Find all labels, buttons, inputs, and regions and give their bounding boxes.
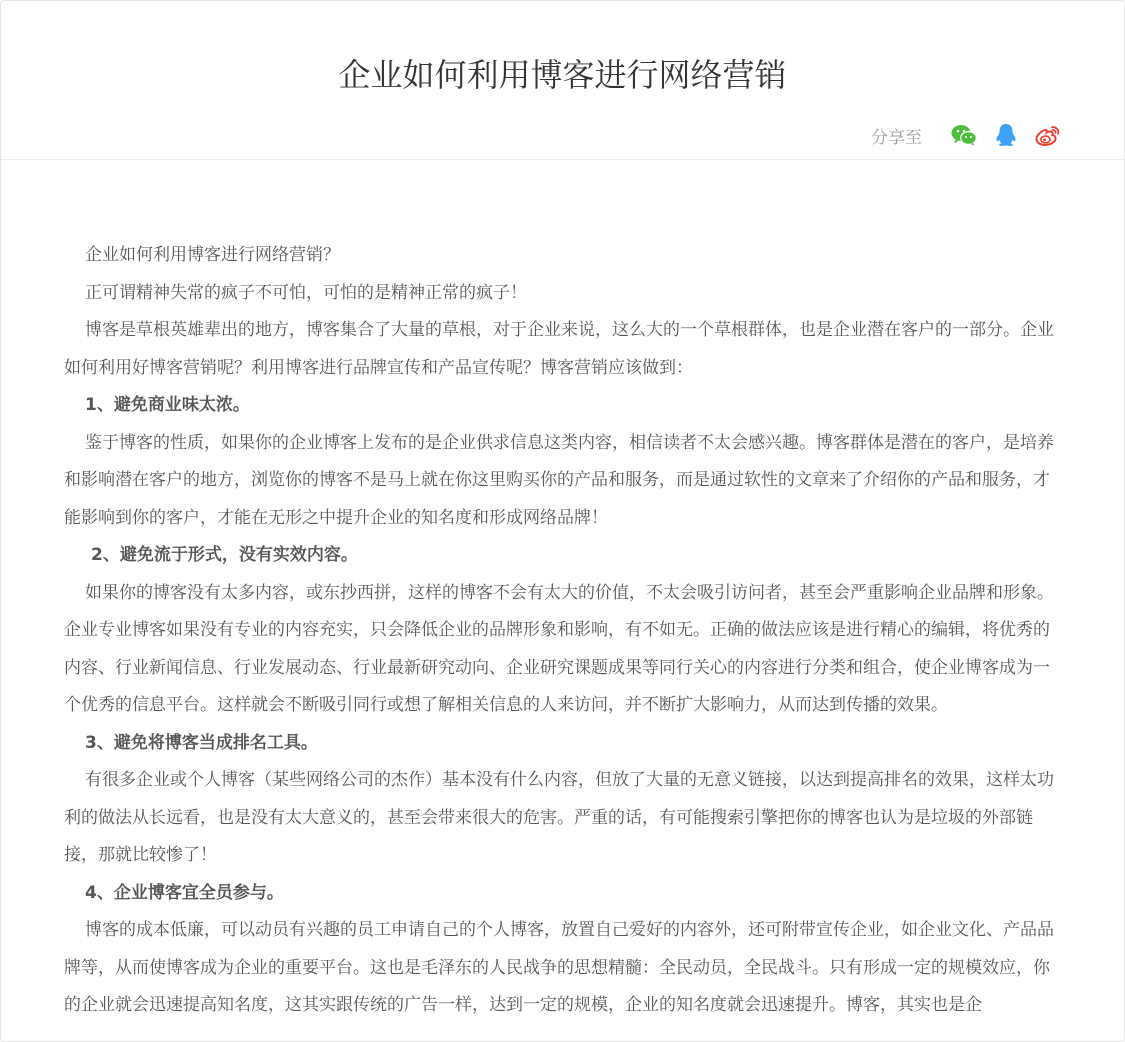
section-heading: 2、避免流于形式，没有实效内容。 bbox=[91, 545, 358, 565]
weibo-icon bbox=[1035, 124, 1061, 146]
wechat-share-button[interactable] bbox=[950, 121, 978, 149]
share-bar bbox=[871, 119, 1062, 151]
body-paragraph: 企业如何利用博客进行网络营销？ bbox=[85, 245, 340, 265]
article-title: 企业如何利用博客进行网络营销 bbox=[338, 56, 787, 94]
qq-icon bbox=[995, 123, 1017, 147]
article-body bbox=[64, 237, 1064, 1025]
body-paragraph: 鉴于博客的性质，如果你的企业博客上发布的是企业供求信息这类内容，相信读者不太会感兴趣。博客群体是潜在的客户，是培养和影响潜在客户的地方，浏览你的博客不是马上就在你这里购买你的产品和服务，而是通过软性的文章来了介绍你的产品和服务，才能影响到你的客户，才能在无形之中提升企业的知名度和形成网络品牌！ bbox=[64, 432, 1054, 528]
weibo-share-button[interactable] bbox=[1034, 121, 1062, 149]
section-heading: 3、避免将博客当成排名工具。 bbox=[85, 732, 318, 753]
qq-share-button[interactable] bbox=[992, 121, 1020, 149]
share-label: 分享至 bbox=[871, 127, 922, 148]
body-paragraph: 正可谓精神失常的疯子不可怕，可怕的是精神正常的疯子！ bbox=[85, 282, 527, 303]
wechat-icon bbox=[951, 124, 977, 146]
body-paragraph: 如果你的博客没有太多内容，或东抄西拼，这样的博客不会有太大的价值，不太会吸引访问者，甚至会严重影响企业品牌和形象。企业专业博客如果没有专业的内容充实，只会降低企业的品牌形象和影响，有不如无。正确的做法应该是进行精心的编辑，将优秀的内容、行业新闻信息、行业发展动态、行业最新研究动向、企业研究课题成果等同行关心的内容进行分类和组合，使企业博客成为一个优秀的信息平台。这样就会不断吸引同行或想了解相关信息的人来访问，并不断扩大影响力，从而达到传播的效果。 bbox=[64, 582, 1054, 715]
body-paragraph: 有很多企业或个人博客（某些网络公司的杰作）基本没有什么内容，但放了大量的无意义链接，以达到提高排名的效果，这样太功利的做法从长远看，也是没有太大意义的，甚至会带来很大的危害。严重的话，有可能搜索引擎把你的博客也认为是垃圾的外部链接，那就比较惨了！ bbox=[64, 770, 1054, 865]
section-heading: 4、企业博客宜全员参与。 bbox=[85, 882, 284, 903]
section-heading: 1、避免商业味太浓。 bbox=[85, 395, 250, 415]
body-paragraph: 博客的成本低廉，可以动员有兴趣的员工申请自己的个人博客，放置自己爱好的内容外，还可附带宣传企业，如企业文化、产品品牌等，从而使博客成为企业的重要平台。这也是毛泽东的人民战争的思想精髓：全民动员，全民战斗。只有形成一定的规模效应，你的企业就会迅速提高知名度，这其实跟传统的广告一样，达到一定的规模，企业的知名度就会迅速提升。博客，其实也是企 bbox=[64, 920, 1054, 1015]
article-header bbox=[1, 1, 1124, 160]
body-paragraph: 博客是草根英雄辈出的地方，博客集合了大量的草根，对于企业来说，这么大的一个草根群体，也是企业潜在客户的一部分。企业如何利用好博客营销呢？利用博客进行品牌宣传和产品宣传呢？博客营销应该做到： bbox=[64, 320, 1054, 378]
